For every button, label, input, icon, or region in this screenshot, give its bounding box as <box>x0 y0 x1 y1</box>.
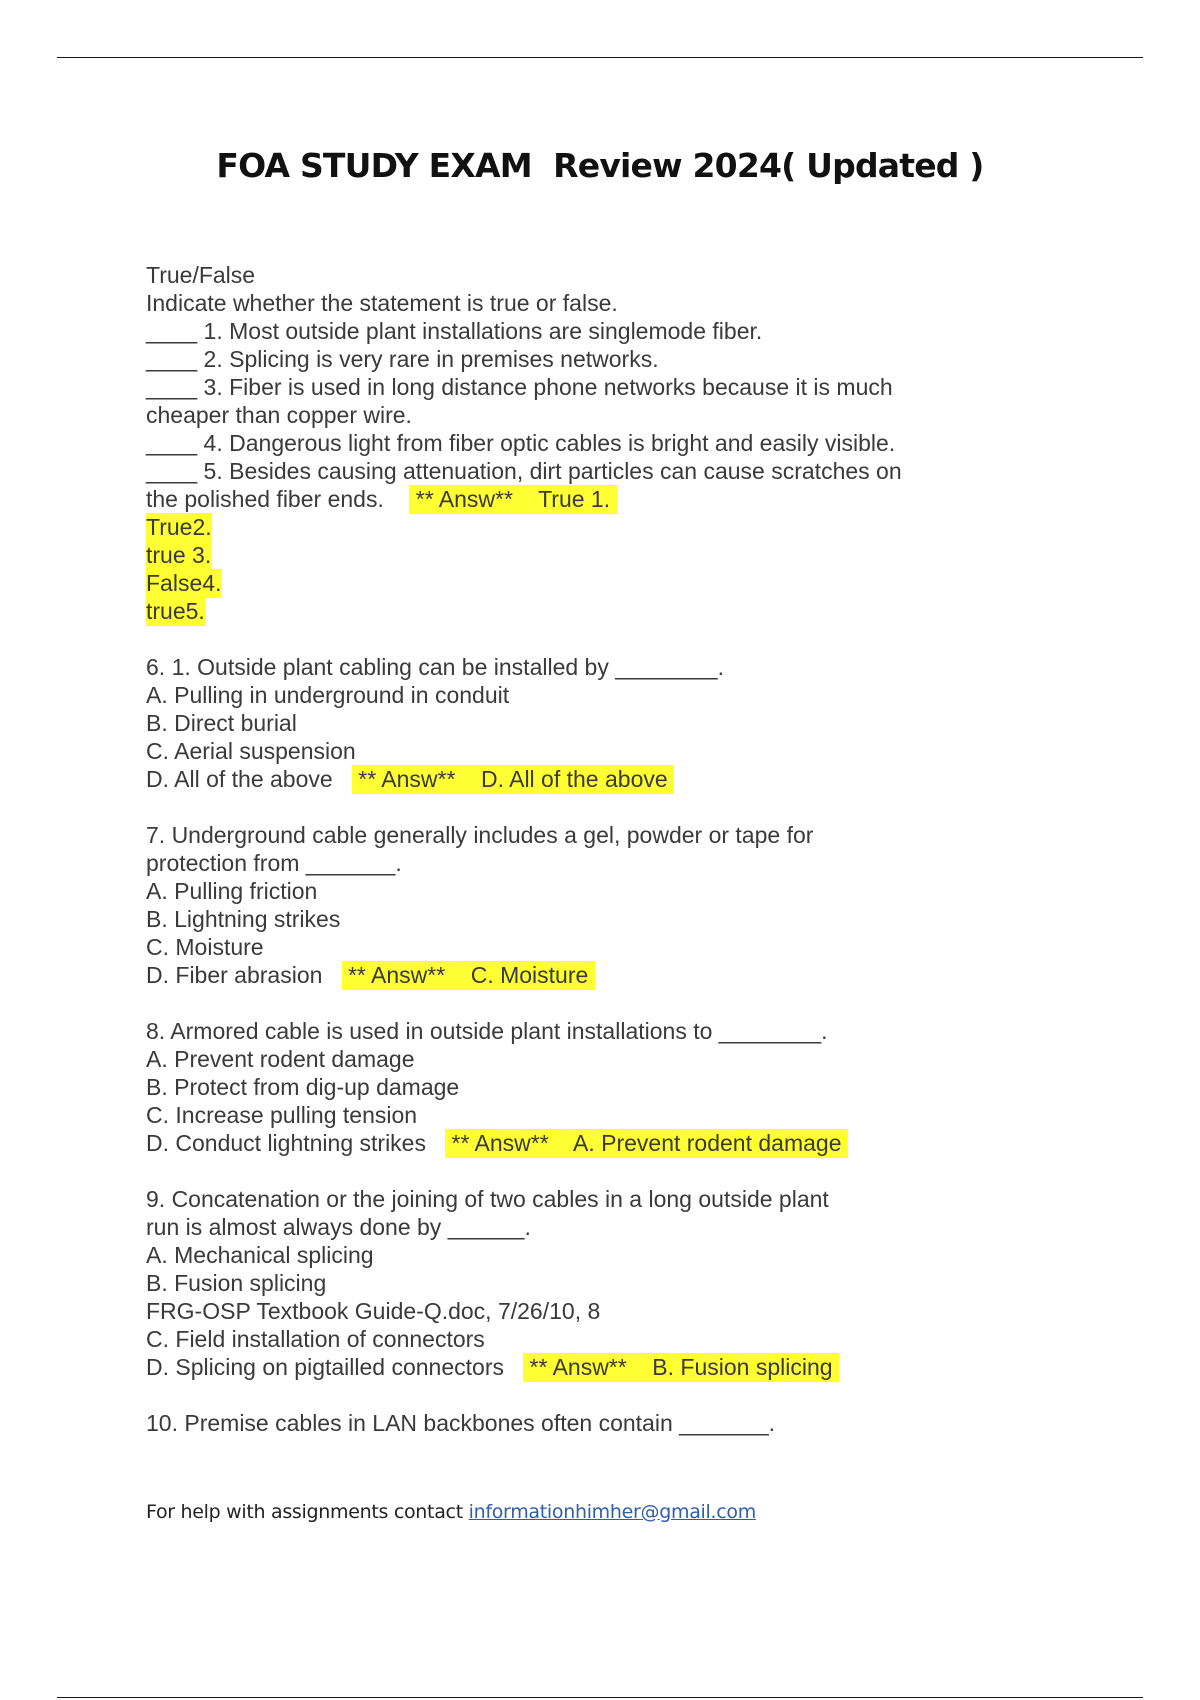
question-option: A. Pulling friction <box>146 878 318 904</box>
question-stem: run is almost always done by ______. <box>146 1214 531 1240</box>
question-option-with-answer <box>146 765 1106 793</box>
top-rule <box>57 57 1143 58</box>
question-option: D. All of the above <box>146 766 333 792</box>
tf-answer-line <box>146 569 1106 597</box>
answer-highlight: ** Answ** C. Moisture <box>341 962 595 988</box>
page-reference: FRG-OSP Textbook Guide-Q.doc, 7/26/10, 8 <box>146 1298 601 1324</box>
tf-item: ____ 3. Fiber is used in long distance phone networks because it is much <box>146 374 893 400</box>
question-option-with-answer <box>146 961 1106 989</box>
tf-item: cheaper than copper wire. <box>146 402 412 428</box>
tf-answer-line <box>146 513 1106 541</box>
question-option: C. Aerial suspension <box>146 738 356 764</box>
tf-item: ____ 2. Splicing is very rare in premises networks. <box>146 346 659 372</box>
question-option: B. Fusion splicing <box>146 1270 327 1296</box>
tf-item: ____ 4. Dangerous light from fiber optic cables is bright and easily visible. <box>146 430 896 456</box>
question-option: A. Mechanical splicing <box>146 1242 374 1268</box>
question-stem: 10. Premise cables in LAN backbones often contain _______. <box>146 1410 776 1436</box>
tf-answer-highlight: ** Answ** True 1. <box>409 486 617 512</box>
tf-last-line <box>146 485 1106 513</box>
question-stem: 8. Armored cable is used in outside plant installations to ________. <box>146 1018 828 1044</box>
question-stem: 7. Underground cable generally includes a gel, powder or tape for <box>146 822 814 848</box>
email-link[interactable]: informationhimher@gmail.com <box>468 1501 756 1523</box>
question-option: C. Field installation of connectors <box>146 1326 485 1352</box>
question-option: A. Pulling in underground in conduit <box>146 682 510 708</box>
question-option: A. Prevent rodent damage <box>146 1046 415 1072</box>
tf-answer-highlight: True2. <box>146 514 212 540</box>
answer-highlight: ** Answ** B. Fusion splicing <box>523 1354 839 1380</box>
question-option: C. Moisture <box>146 934 264 960</box>
footer-text: For help with assignments contact <box>146 1501 469 1523</box>
section-heading: True/False <box>146 262 256 288</box>
answer-highlight: ** Answ** D. All of the above <box>351 766 675 792</box>
tf-item: ____ 1. Most outside plant installations are singlemode fiber. <box>146 318 763 344</box>
tf-item: ____ 5. Besides causing attenuation, dirt particles can cause scratches on <box>146 458 902 484</box>
question-stem: 6. 1. Outside plant cabling can be installed by ________. <box>146 654 724 680</box>
footer-contact <box>146 1501 756 1523</box>
tf-answer-highlight: true 3. <box>146 542 212 568</box>
question-option-with-answer <box>146 1353 1106 1381</box>
tf-answer-line <box>146 541 1106 569</box>
answer-highlight: ** Answ** A. Prevent rodent damage <box>445 1130 848 1156</box>
tf-answer-highlight: true5. <box>146 598 205 624</box>
question-stem: 9. Concatenation or the joining of two cables in a long outside plant <box>146 1186 829 1212</box>
question-option: B. Lightning strikes <box>146 906 341 932</box>
question-option: D. Splicing on pigtailled connectors <box>146 1354 504 1380</box>
question-option: D. Fiber abrasion <box>146 962 323 988</box>
page-title: FOA STUDY EXAM Review 2024( Updated ) <box>216 146 984 185</box>
exam-content <box>146 261 1106 1437</box>
question-option: B. Direct burial <box>146 710 297 736</box>
question-option: C. Increase pulling tension <box>146 1102 418 1128</box>
tf-last-text: the polished fiber ends. <box>146 486 384 512</box>
section-instruction: Indicate whether the statement is true or false. <box>146 290 618 316</box>
question-option: D. Conduct lightning strikes <box>146 1130 426 1156</box>
question-stem: protection from _______. <box>146 850 402 876</box>
bottom-rule <box>57 1697 1143 1698</box>
question-option: B. Protect from dig-up damage <box>146 1074 460 1100</box>
question-option-with-answer <box>146 1129 1106 1157</box>
tf-answer-line <box>146 597 1106 625</box>
tf-answer-highlight: False4. <box>146 570 222 596</box>
